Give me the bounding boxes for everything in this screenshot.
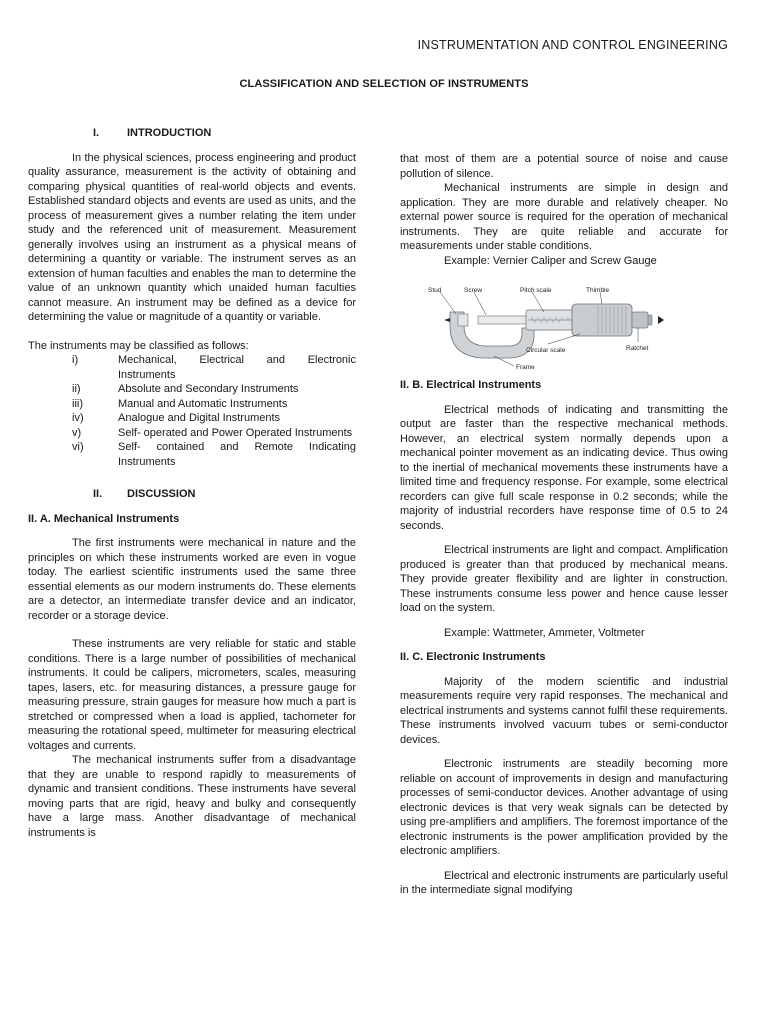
mechanical-paragraph-3-continued: that most of them are a potential source of noise and cause pollution of silence. bbox=[400, 153, 728, 180]
running-header: INSTRUMENTATION AND CONTROL ENGINEERING bbox=[417, 38, 728, 52]
left-column bbox=[28, 126, 356, 840]
electronic-paragraph-1: Majority of the modern scientific and industrial measurements require very rapid responses. The mechanical and electrical instruments and systems cannot fulfil these requirements. These instruments involved vacuum tubes or semi-conductor devices. bbox=[400, 675, 728, 746]
list-item: iv) Analogue and Digital Instruments bbox=[72, 412, 281, 424]
mechanical-paragraph-4: Mechanical instruments are simple in design and application. They are more durable and relatively cheaper. No external power source is required for the operation of mechanical instruments. They are quite reliable and accurate for measurements under stable conditions. bbox=[400, 182, 728, 252]
mechanical-paragraph-1: The first instruments were mechanical in nature and the principles on which these instruments worked are even in vogue today. The earliest scientific instruments used the same three essential elements as our modern instruments do. These elements are a detector, an intermediate transfer device and an indicator, recorder or a storage device. bbox=[28, 537, 356, 622]
section-number: II. bbox=[93, 488, 103, 500]
intro-paragraph: In the physical sciences, process engineering and product quality assurance, measurement is the activity of obtaining and comparing physical quantities of real-world objects and events. Established standard objects and events are used as units, and the process of measurement gives a number relating the item under study and the referenced unit of measurement. Measurement generally involves using an instrument as a physical means of determining a quantity or variable. The instrument serves as an extension of human faculties and enables the man to determine the value of an unknown quantity which unaided human faculties cannot measure. An instrument may be defined as a device for determining the value or magnitude of a quantity or variable. bbox=[28, 151, 356, 323]
section-title: DISCUSSION bbox=[127, 488, 196, 500]
list-item: iii) Manual and Automatic Instruments bbox=[72, 397, 288, 410]
figure-label-frame: Frame bbox=[516, 364, 535, 371]
figure-label-stud: Stud bbox=[428, 287, 442, 294]
classification-intro: The instruments may be classified as follows: bbox=[28, 339, 249, 352]
list-item: v) Self- operated and Power Operated Instruments bbox=[72, 426, 353, 439]
mechanical-example: Example: Vernier Caliper and Screw Gauge bbox=[444, 254, 657, 267]
subsection-heading-mechanical: II. A. Mechanical Instruments bbox=[28, 512, 180, 525]
electrical-paragraph-1: Electrical methods of indicating and transmitting the output are faster than the respective mechanical methods. However, an electrical system normally depends upon a mechanical pointer movement as an indicating device. Thus owing to the inertial of mechanical movements these instruments have a limited time and frequency response. For example, some electrical recorders can give full scale response in 0.2 seconds; while the majority of industrial recorders have response time of 0.5 to 24 seconds. bbox=[400, 403, 728, 532]
figure-label-pitch-scale: Pitch scale bbox=[520, 287, 552, 294]
section-heading-introduction bbox=[28, 126, 356, 141]
figure-label-circular-scale: Circular scale bbox=[526, 347, 566, 354]
list-item: i) Mechanical, Electrical and Electronic Instruments bbox=[72, 354, 356, 381]
figure-label-thimble: Thimble bbox=[586, 287, 610, 294]
right-column bbox=[400, 152, 728, 898]
figure-label-screw: Screw bbox=[464, 287, 483, 294]
subsection-heading-electrical: II. B. Electrical Instruments bbox=[400, 379, 542, 391]
list-item: ii) Absolute and Secondary Instruments bbox=[72, 383, 299, 395]
mechanical-paragraph-3: The mechanical instruments suffer from a disadvantage that they are unable to respond rapidly to measurements of dynamic and transient conditions. These instruments have several moving parts that are rigid, heavy and bulky and consequently have a large mass. Another disadvantage of mechanical instruments is bbox=[28, 754, 356, 839]
section-title: INTRODUCTION bbox=[127, 127, 212, 139]
micrometer-figure bbox=[422, 282, 672, 370]
section-number: I. bbox=[93, 127, 100, 139]
subsection-heading-electronic: II. C. Electronic Instruments bbox=[400, 651, 546, 663]
mechanical-paragraph-2: These instruments are very reliable for static and stable conditions. There is a large number of possibilities of mechanical instruments. It could be calipers, micrometers, scales, measuring tapes, lasers, etc. for measuring distances, a pressure gauge for measuring pressure, strain gauges for measure how much a part is stretched or compressed when a load is applied, tachometer for measuring the rotational speed, multimeter for measuring electrical voltages and currents. bbox=[28, 638, 356, 752]
document-title: CLASSIFICATION AND SELECTION OF INSTRUMENTS bbox=[239, 78, 529, 90]
electronic-paragraph-3: Electrical and electronic instruments are particularly useful in the intermediate signal modifying bbox=[400, 869, 728, 896]
section-heading-discussion bbox=[28, 487, 356, 502]
electrical-paragraph-2: Electrical instruments are light and compact. Amplification produced is greater than that produced by mechanical means. They provide greater flexibility and are lighter in construction. These instruments consume less power and hence cause lesser load on the system. bbox=[400, 544, 728, 614]
list-item: vi) Self- contained and Remote Indicating Instruments bbox=[72, 441, 356, 468]
figure-label-ratchet: Ratchet bbox=[626, 345, 649, 352]
classification-list bbox=[28, 353, 356, 469]
electronic-paragraph-2: Electronic instruments are steadily becoming more reliable on account of improvements in design and manufacturing processes of semi-conductor devices. Another advantage of using electronic devices is that very weak signals can be detected by using pre-amplifiers and amplifiers. The foremost importance of the electronic instruments is the power amplification provided by the electronic amplifiers. bbox=[400, 758, 728, 857]
electrical-example: Example: Wattmeter, Ammeter, Voltmeter bbox=[444, 626, 645, 639]
